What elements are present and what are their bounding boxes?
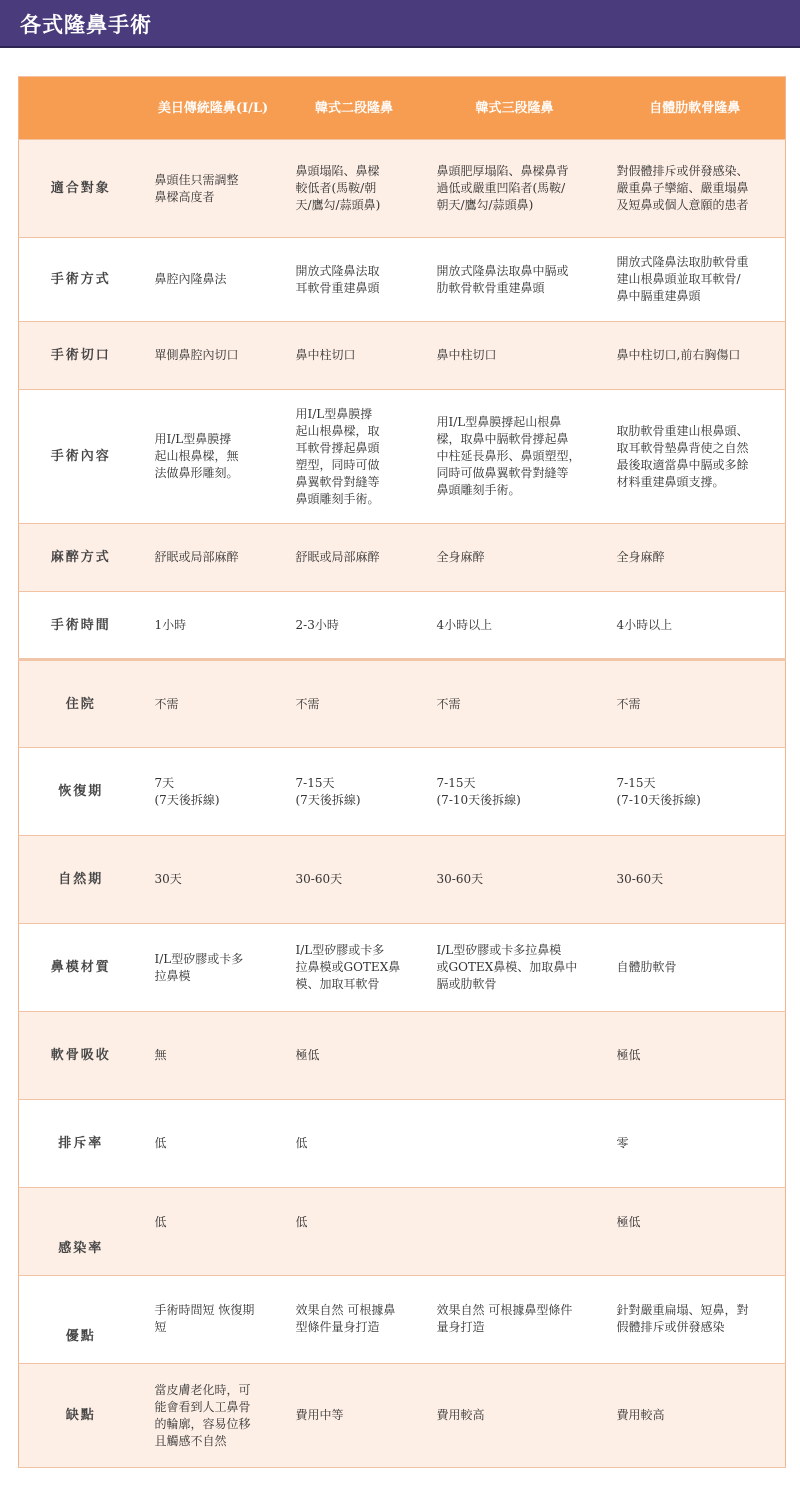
row-label: 手術方式 [19, 238, 143, 322]
table-cell: 用I/L型鼻膜撐起山根鼻 樑，取鼻中膈軟骨撐起鼻 中柱延長鼻形、鼻頭塑型， 同時可做鼻翼軟骨對縫等 鼻頭雕刻手術。 [425, 390, 605, 524]
table-cell: 自體肋軟骨 [605, 924, 786, 1012]
table-cell: 不需 [284, 660, 425, 748]
table-cell: 極低 [605, 1188, 786, 1276]
table-cell: 極低 [605, 1012, 786, 1100]
table-header-row [19, 77, 786, 140]
table-cell: 對假體排斥或併發感染、 嚴重鼻子攣縮、嚴重塌鼻 及短鼻或個人意願的患者 [605, 140, 786, 238]
table-row [19, 748, 786, 836]
table-cell: 用I/L型鼻膜撐 起山根鼻樑，取 耳軟骨撐起鼻頭 塑型，同時可做 鼻翼軟骨對縫等 鼻頭雕刻手術。 [284, 390, 425, 524]
table-cell: 鼻頭肥厚塌陷、鼻樑鼻背 過低或嚴重凹陷者(馬鞍/ 朝天/鷹勾/蒜頭鼻) [425, 140, 605, 238]
table-cell: 針對嚴重扁塌、短鼻，對 假體排斥或併發感染 [605, 1276, 786, 1364]
title-bar [0, 0, 800, 48]
row-label: 排斥率 [19, 1100, 143, 1188]
table-cell: 無 [143, 1012, 284, 1100]
table-cell: 全身麻醉 [605, 524, 786, 592]
table-cell: 效果自然 可根據鼻型條件 量身打造 [425, 1276, 605, 1364]
table-row [19, 524, 786, 592]
table-cell: 取肋軟骨重建山根鼻頭、 取耳軟骨墊鼻背使之自然 最後取適當鼻中膈或多餘 材料重建鼻頭支撐。 [605, 390, 786, 524]
header-korean-two-stage: 韓式二段隆鼻 [284, 77, 425, 140]
table-row [19, 924, 786, 1012]
row-label: 軟骨吸收 [19, 1012, 143, 1100]
table-cell: 7-15天 (7天後拆線) [284, 748, 425, 836]
row-label: 鼻模材質 [19, 924, 143, 1012]
table-cell: 30-60天 [605, 836, 786, 924]
comparison-table [18, 76, 786, 1468]
row-label: 恢復期 [19, 748, 143, 836]
table-cell: 鼻中柱切口,前右胸傷口 [605, 322, 786, 390]
table-cell: 鼻頭塌陷、鼻樑 較低者(馬鞍/朝 天/鷹勾/蒜頭鼻) [284, 140, 425, 238]
table-cell: 30-60天 [425, 836, 605, 924]
table-cell: 極低 [284, 1012, 425, 1100]
table-cell: 開放式隆鼻法取肋軟骨重 建山根鼻頭並取耳軟骨/ 鼻中膈重建鼻頭 [605, 238, 786, 322]
header-rib-cartilage: 自體肋軟骨隆鼻 [605, 77, 786, 140]
table-row [19, 592, 786, 660]
table-cell: 不需 [143, 660, 284, 748]
table-cell: 效果自然 可根據鼻 型條件量身打造 [284, 1276, 425, 1364]
table-cell: 4小時以上 [425, 592, 605, 660]
table-cell: 鼻中柱切口 [284, 322, 425, 390]
table-row [19, 1012, 786, 1100]
table-cell: 費用中等 [284, 1364, 425, 1468]
row-label: 缺點 [19, 1364, 143, 1468]
row-label: 手術時間 [19, 592, 143, 660]
table-cell: I/L型矽膠或卡多 拉鼻模或GOTEX鼻 模、加取耳軟骨 [284, 924, 425, 1012]
table-cell: 低 [284, 1188, 425, 1276]
table-cell: 用I/L型鼻膜撐 起山根鼻樑，無 法做鼻形雕刻。 [143, 390, 284, 524]
row-label: 優點 [19, 1276, 143, 1364]
table-cell: 30天 [143, 836, 284, 924]
table-cell: 7-15天 (7-10天後拆線) [425, 748, 605, 836]
table-row [19, 1276, 786, 1364]
header-korean-three-stage: 韓式三段隆鼻 [425, 77, 605, 140]
table-cell [425, 1012, 605, 1100]
table-cell [425, 1100, 605, 1188]
table-cell: 2-3小時 [284, 592, 425, 660]
table-cell: 舒眠或局部麻醉 [143, 524, 284, 592]
table-cell: 開放式隆鼻法取鼻中膈或 肋軟骨軟骨重建鼻頭 [425, 238, 605, 322]
table-row [19, 660, 786, 748]
table-row [19, 836, 786, 924]
table-cell: 舒眠或局部麻醉 [284, 524, 425, 592]
row-label: 手術切口 [19, 322, 143, 390]
table-cell: 7天 (7天後拆線) [143, 748, 284, 836]
table-cell: 4小時以上 [605, 592, 786, 660]
table-cell: 鼻頭佳只需調整 鼻樑高度者 [143, 140, 284, 238]
table-cell: 鼻中柱切口 [425, 322, 605, 390]
table-cell: 鼻腔內隆鼻法 [143, 238, 284, 322]
table-row [19, 1100, 786, 1188]
table-cell: 全身麻醉 [425, 524, 605, 592]
row-label: 感染率 [19, 1188, 143, 1276]
table-cell: 不需 [605, 660, 786, 748]
table-cell [425, 1188, 605, 1276]
row-label: 麻醉方式 [19, 524, 143, 592]
table-row [19, 1364, 786, 1468]
row-label: 手術內容 [19, 390, 143, 524]
table-cell: 手術時間短 恢復期 短 [143, 1276, 284, 1364]
table-cell: 低 [143, 1188, 284, 1276]
table-cell: 低 [143, 1100, 284, 1188]
table-row [19, 322, 786, 390]
table-cell: 零 [605, 1100, 786, 1188]
row-label: 住院 [19, 660, 143, 748]
table-cell: 30-60天 [284, 836, 425, 924]
header-corner [19, 77, 143, 140]
header-us-jp-traditional: 美日傳統隆鼻(I/L) [143, 77, 284, 140]
row-label: 自然期 [19, 836, 143, 924]
table-cell: 開放式隆鼻法取 耳軟骨重建鼻頭 [284, 238, 425, 322]
table-row [19, 1188, 786, 1276]
page-title: 各式隆鼻手術 [20, 12, 152, 37]
table-cell: I/L型矽膠或卡多拉鼻模 或GOTEX鼻模、加取鼻中 膈或肋軟骨 [425, 924, 605, 1012]
table-cell: 費用較高 [605, 1364, 786, 1468]
table-row [19, 140, 786, 238]
table-row [19, 390, 786, 524]
table-cell: 低 [284, 1100, 425, 1188]
table-row [19, 238, 786, 322]
table-cell: I/L型矽膠或卡多 拉鼻模 [143, 924, 284, 1012]
table-cell: 7-15天 (7-10天後拆線) [605, 748, 786, 836]
table-cell: 當皮膚老化時，可 能會看到人工鼻骨 的輪廓，容易位移 且觸感不自然 [143, 1364, 284, 1468]
row-label: 適合對象 [19, 140, 143, 238]
table-cell: 不需 [425, 660, 605, 748]
table-cell: 費用較高 [425, 1364, 605, 1468]
table-cell: 1小時 [143, 592, 284, 660]
table-cell: 單側鼻腔內切口 [143, 322, 284, 390]
